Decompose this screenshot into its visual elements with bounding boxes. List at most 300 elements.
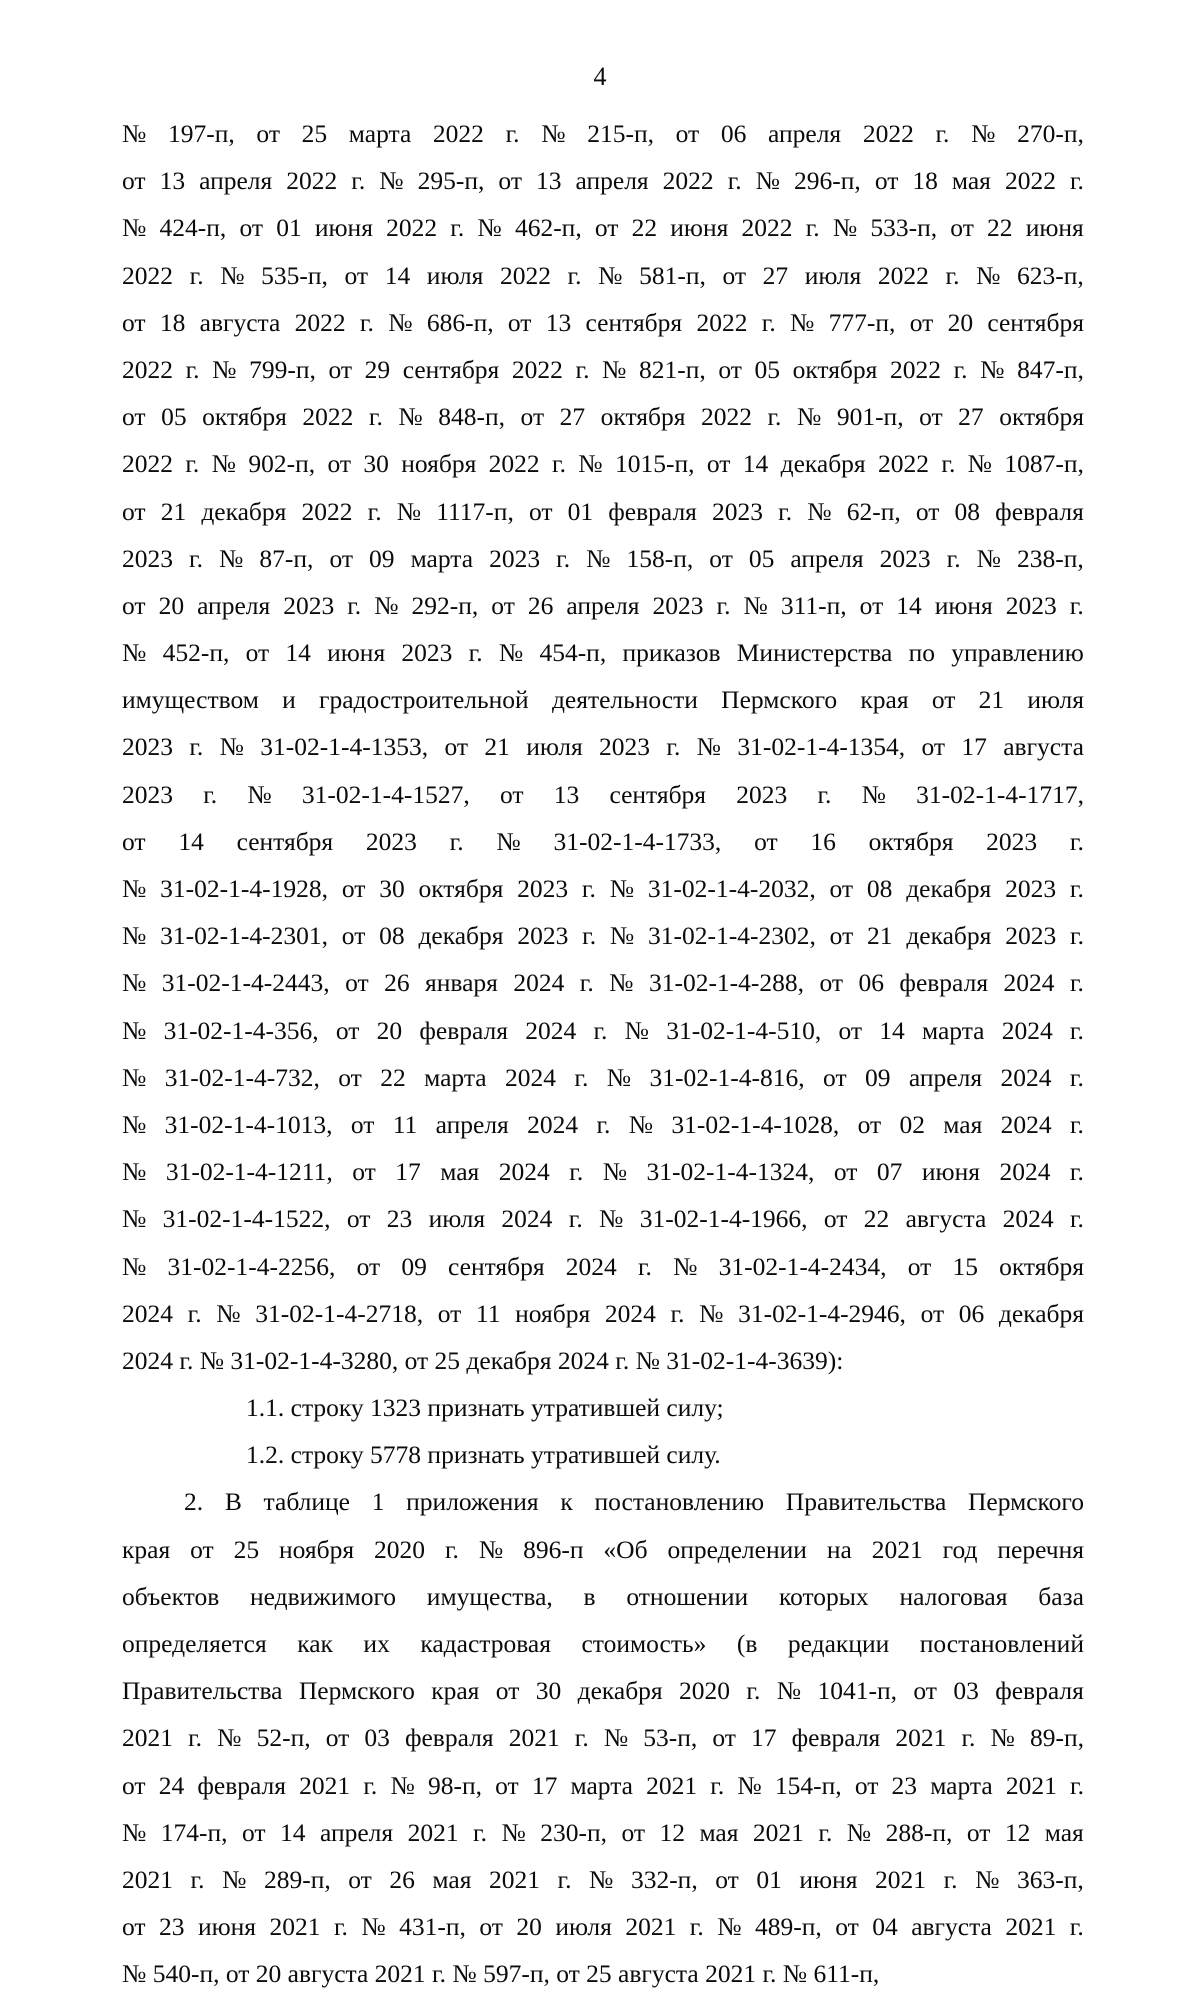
text-word: от [444, 732, 469, 762]
text-word: 2023 [712, 496, 764, 526]
text-word: г. [1069, 874, 1084, 903]
text-word: от [325, 1723, 350, 1753]
text-word: № [222, 1864, 247, 1894]
text-word: 31-02-1-4-2032, [647, 874, 816, 903]
text-word: 31-02-1-4-816, [649, 1062, 805, 1092]
text-word: 2021 [1005, 1912, 1057, 1942]
text-word: декабря [577, 1676, 663, 1706]
text-word: № [755, 166, 781, 196]
text-word: 2024 [498, 1157, 550, 1187]
text-word: 2022 [878, 449, 930, 479]
text-word: 777-п, [828, 307, 896, 337]
text-word: № [976, 260, 1001, 290]
text-word: 2023 [986, 826, 1038, 856]
text-word: от [341, 874, 366, 903]
text-word: 2024 [1002, 1204, 1054, 1234]
text-word: № [498, 638, 524, 668]
text-word: 2023 [879, 543, 931, 573]
text-word: от [122, 166, 146, 196]
text-word: апреля [319, 1817, 394, 1847]
text-word: от [712, 1723, 736, 1753]
text-word: 20 [376, 1015, 403, 1045]
text-line [122, 1714, 1084, 1761]
text-word: 2022 [889, 354, 941, 384]
text-word: г. [670, 1298, 685, 1328]
text-word: 2022 [122, 260, 173, 290]
text-word: приложения [406, 1487, 539, 1517]
text-word: от [329, 543, 354, 573]
text-word: от [931, 685, 956, 715]
text-word: 2022 [877, 260, 929, 290]
text-word: 14 [742, 449, 769, 479]
text-word: 363-п, [1016, 1864, 1084, 1894]
text-word: на [826, 1534, 852, 1564]
text-word: г. [1069, 1770, 1084, 1800]
text-word: г. [945, 260, 960, 290]
text-word: июня [921, 1157, 980, 1187]
text-word: 2022 [700, 402, 752, 432]
text-word: от [715, 1864, 739, 1894]
text-word: июня [327, 638, 386, 668]
text-word: г. [190, 1864, 205, 1894]
text-word: от [437, 1298, 462, 1328]
text-word: г. [185, 354, 200, 384]
text-word: № [247, 779, 272, 809]
text-line [122, 1526, 1084, 1573]
text-word: 2022 [662, 166, 714, 196]
text-word: № [602, 354, 627, 384]
text-word: 2021 [625, 1912, 677, 1942]
text-word: г. [569, 1157, 584, 1187]
text-word: края [860, 685, 909, 715]
document-body [122, 110, 1084, 1998]
text-word: № [832, 213, 858, 243]
text-word: от [495, 1676, 520, 1706]
text-word: 2024 [604, 1298, 656, 1328]
text-word: 31-02-1-4-1211, [165, 1157, 333, 1187]
text-word: 53-п, [643, 1723, 698, 1753]
text-word: г. [637, 1251, 652, 1281]
text-word: от [722, 260, 747, 290]
text-word: № [122, 921, 147, 951]
text-word: октября [868, 826, 954, 856]
text-word: марта [348, 119, 412, 148]
text-line [122, 582, 1084, 629]
text-word: ноября [401, 449, 477, 479]
text-word: 23 [159, 1912, 185, 1942]
text-word: № [219, 732, 244, 762]
text-word: 14 [285, 638, 311, 668]
text-word: февраля [995, 496, 1084, 526]
text-word: г. [189, 260, 204, 290]
text-word: г. [575, 354, 590, 384]
text-word: октября [418, 874, 504, 903]
text-word: от [907, 1251, 932, 1281]
text-word: г. [761, 307, 776, 337]
text-line [122, 110, 1084, 157]
text-word: г. [1069, 1015, 1084, 1045]
text-word: г. [941, 449, 956, 479]
text-word: 31-02-1-4-1717, [916, 779, 1084, 809]
text-word: 2023 [489, 543, 541, 573]
text-word: 452-п, [162, 638, 230, 668]
text-word: 16 [810, 826, 836, 856]
text-word: г. [1069, 921, 1084, 951]
text-word: от [245, 638, 270, 668]
text-word: 288-п, [885, 1817, 953, 1847]
text-word: г. [961, 1723, 976, 1753]
text-word: 89-п, [1029, 1723, 1084, 1753]
text-word: № [122, 213, 147, 243]
text-word: 21 [978, 685, 1005, 715]
text-word: № [122, 638, 147, 668]
text-word: № [776, 1676, 802, 1706]
text-word: 11 [475, 1298, 501, 1328]
text-word: июля [526, 732, 583, 762]
text-word: 31-02-1-4-288, [648, 968, 805, 998]
text-word: Правительства [785, 1487, 947, 1517]
text-word: 2023 [365, 826, 417, 856]
text-word: г. [468, 638, 483, 668]
text-word: 01 [756, 1864, 782, 1894]
text-word: от [352, 1157, 376, 1187]
text-line [122, 1762, 1084, 1809]
text-word: 2022 [301, 496, 353, 526]
text-word: декабря [906, 874, 992, 903]
text-word: 902-п, [248, 449, 316, 479]
text-word: 31-02-1-4-1966, [639, 1204, 808, 1234]
text-word: 296-п, [794, 166, 861, 196]
text-word: июня [1025, 213, 1084, 243]
text-word: 2022 [862, 119, 914, 148]
text-word: В [224, 1487, 242, 1517]
text-word: 454-п, [539, 638, 607, 668]
text-word: от [335, 1015, 360, 1045]
text-word: мая [1044, 1817, 1084, 1847]
text-word: год [942, 1534, 978, 1564]
text-line [122, 204, 1084, 251]
text-word: № [699, 1298, 724, 1328]
text-word: 17 [751, 1723, 777, 1753]
text-word: № [599, 1204, 624, 1234]
text-word: которых [778, 1581, 869, 1611]
text-word: 686-п, [426, 307, 494, 337]
text-word: 31-02-1-4-2434, [718, 1251, 887, 1281]
text-word: 08 [866, 874, 893, 903]
text-word: сентября [236, 826, 334, 856]
text-word: февраля [404, 1723, 494, 1753]
text-word: 31-02-1-4-1522, [162, 1204, 331, 1234]
text-word: июля [428, 1204, 486, 1234]
text-word: от [507, 307, 532, 337]
text-word: 01 [567, 496, 594, 526]
text-word: 26 [389, 1864, 415, 1894]
text-word: № [216, 1298, 241, 1328]
text-word: 31-02-1-4-1354, [737, 732, 906, 762]
text-word: июня [670, 213, 729, 243]
text-word: апреля [197, 590, 271, 620]
text-word: «Об [603, 1534, 648, 1564]
text-word: 02 [899, 1109, 925, 1139]
text-line [122, 959, 1084, 1006]
text-word: от [122, 826, 146, 856]
text-word: 2022 [741, 213, 793, 243]
text-word: 2021 [122, 1864, 173, 1894]
text-line [122, 299, 1084, 346]
text-word: 848-п, [438, 402, 506, 432]
text-word: 2024 [513, 968, 565, 998]
text-word: 799-п, [249, 354, 316, 384]
text-word: апреля [435, 1109, 509, 1139]
text-word: 2024 [1003, 968, 1055, 998]
text-word: 295-п, [417, 166, 485, 196]
text-word: 2023 [122, 543, 173, 573]
text-word: № [578, 449, 603, 479]
text-word: 2023 [599, 732, 651, 762]
text-word: 2023 [652, 590, 704, 620]
text-word: № [122, 1251, 147, 1281]
text-word: г. [187, 1298, 202, 1328]
text-word: № [861, 779, 886, 809]
text-word: 31-02-1-4-732, [164, 1062, 320, 1092]
text-word: г. [203, 779, 218, 809]
text-word: 270-п, [1017, 119, 1084, 148]
text-word: г. [333, 1912, 348, 1942]
text-word: сентября [987, 307, 1084, 337]
text-line [122, 912, 1084, 959]
text-line [122, 535, 1084, 582]
text-word: отношении [626, 1581, 749, 1611]
text-word: налоговая [899, 1581, 1008, 1611]
text-word: от [709, 543, 733, 573]
text-word: 31-02-1-4-1928, [160, 874, 328, 903]
text-word: имуществом [122, 685, 259, 715]
text-word: края [122, 1534, 171, 1564]
text-line [122, 1667, 1084, 1714]
text-word: г. [567, 260, 582, 290]
text-word: Пермского [298, 1676, 415, 1706]
text-word: от [854, 1770, 879, 1800]
text-line [122, 252, 1084, 299]
text-word: 06 [858, 968, 884, 998]
text-word: г. [557, 1864, 572, 1894]
text-word: от [122, 590, 146, 620]
text-word: 2024 [501, 1204, 553, 1234]
text-word: 2022 [286, 166, 338, 196]
text-word: 87-п, [259, 543, 314, 573]
text-word: 13 [553, 779, 580, 809]
text-word: от [491, 590, 515, 620]
text-word: 2022 [1004, 166, 1056, 196]
text-word: от [819, 968, 844, 998]
text-word: 901-п, [836, 402, 904, 432]
text-word: объектов [122, 1581, 220, 1611]
text-word: № [388, 307, 413, 337]
text-word: от [242, 1817, 266, 1847]
text-word: редакции [787, 1629, 890, 1658]
text-word: 2023 [1005, 590, 1057, 620]
text-word: 21 [867, 921, 893, 951]
text-word: от [857, 1109, 882, 1139]
text-word: в [583, 1581, 596, 1611]
text-word: 1 [371, 1487, 385, 1517]
text-word: г. [593, 1015, 608, 1045]
text-word: марта [570, 1770, 633, 1800]
text-word: февраля [995, 1676, 1084, 1706]
text-word: Пермского [967, 1487, 1084, 1517]
text-word: 06 [958, 1298, 985, 1328]
text-word: 2021 [299, 1770, 351, 1800]
text-word: мая [943, 1109, 983, 1139]
text-word: 462-п, [514, 213, 582, 243]
text-word: 31-02-1-4-2301, [160, 921, 328, 951]
text-word: августа [905, 1204, 987, 1234]
text-word: 2021 [895, 1723, 947, 1753]
text-line [122, 865, 1084, 912]
text-word: марта [424, 1062, 487, 1092]
text-word: от [913, 1676, 937, 1706]
text-word: № [379, 166, 404, 196]
text-word: 18 [912, 166, 938, 196]
text-word: февраля [791, 1723, 881, 1753]
text-word: г. [363, 1770, 378, 1800]
text-line [122, 1573, 1084, 1620]
text-line [122, 440, 1084, 487]
text-word: 1041-п, [817, 1676, 897, 1706]
text-word: № [743, 590, 768, 620]
text-word: 2021 [122, 1723, 173, 1753]
text-word: 21 [484, 732, 510, 762]
text-word: 533-п, [870, 213, 938, 243]
text-word: 07 [876, 1157, 903, 1187]
text-word: от [675, 119, 700, 148]
text-word: 1015-п, [614, 449, 695, 479]
text-word: № [478, 1534, 504, 1564]
text-word: сентября [585, 307, 683, 337]
text-word: № [717, 1912, 742, 1942]
text-word: января [425, 968, 498, 998]
text-word: определяется [122, 1629, 267, 1658]
text-word: 197-п, [168, 119, 235, 148]
text-word: № [122, 1015, 147, 1045]
text-word: г. [1069, 1912, 1084, 1942]
text-word: г. [935, 119, 950, 148]
text-word: августа [911, 1912, 992, 1942]
text-word: 230-п, [540, 1817, 608, 1847]
text-word: 22 [380, 1062, 406, 1092]
text-word: 2024 [1000, 1109, 1052, 1139]
text-word: 2023 [517, 921, 569, 951]
text-word: № [477, 213, 502, 243]
text-word: г. [367, 496, 382, 526]
text-word: 2024 [565, 1251, 617, 1281]
text-word: 2022 [294, 307, 346, 337]
text-word: № [602, 1157, 628, 1187]
text-word: июля [426, 260, 484, 290]
text-word: приказов [622, 638, 721, 668]
text-word: 332-п, [630, 1864, 698, 1894]
text-line [122, 1620, 1084, 1667]
text-word: от [190, 1534, 214, 1564]
text-line [122, 676, 1084, 723]
text-word: г. [746, 1676, 761, 1706]
text-word: г. [189, 543, 203, 573]
text-word: 2021 [875, 1864, 927, 1894]
text-word: № [737, 1770, 762, 1800]
text-word: 08 [954, 496, 981, 526]
text-word: г. [946, 543, 961, 573]
text-word: № [390, 1770, 415, 1800]
text-word: г. [551, 449, 566, 479]
text-word: апреля [908, 1062, 983, 1092]
text-word: г. [574, 1062, 589, 1092]
text-word: от [495, 1770, 519, 1800]
text-word: 03 [953, 1676, 979, 1706]
text-word: 14 [896, 590, 922, 620]
text-word: сентября [402, 354, 500, 384]
text-word: № [122, 119, 147, 148]
text-word: г. [505, 119, 520, 148]
text-word: от [356, 1251, 381, 1281]
text-word: февраля [608, 496, 697, 526]
text-word: от [950, 213, 974, 243]
text-word: от [718, 354, 742, 384]
text-line [122, 1337, 1084, 1384]
paragraph [122, 1384, 1084, 1431]
text-word: г. [943, 1864, 958, 1894]
text-word: от [835, 1912, 859, 1942]
text-word: перечня [997, 1534, 1084, 1564]
text-word: № [589, 1864, 614, 1894]
text-word: от [829, 921, 854, 951]
text-word: № [122, 1157, 147, 1187]
text-word: 1117-п, [436, 496, 514, 526]
text-word: 27 [762, 260, 789, 290]
text-word: г. [805, 213, 820, 243]
text-word: от [344, 260, 369, 290]
text-word: 31-02-1-4-2443, [161, 968, 330, 998]
text-word: от [479, 1912, 503, 1942]
text-word: апреля [790, 543, 864, 573]
text-word: 13 [159, 166, 186, 196]
text-word: 2021 [752, 1817, 804, 1847]
text-word: 20 [516, 1912, 542, 1942]
text-word: г. [1069, 1157, 1084, 1187]
text-word: 09 [401, 1251, 427, 1281]
text-word: № [609, 968, 634, 998]
text-word: 2022 [432, 119, 484, 148]
page-number: 4 [593, 62, 607, 91]
text-line [122, 1809, 1084, 1856]
text-word: октября [600, 402, 686, 432]
text-word: 17 [961, 732, 987, 762]
text-word: постановлению [594, 1487, 765, 1517]
text-word: от [499, 779, 524, 809]
text-word: 31-02-1-4-1324, [646, 1157, 815, 1187]
text-word: № [673, 1251, 698, 1281]
text-word: г. [579, 968, 594, 998]
text-word: от [915, 496, 940, 526]
text-word: 26 [527, 590, 554, 620]
text-word: 31-02-1-4-510, [666, 1015, 822, 1045]
text-word: 30 [363, 449, 389, 479]
text-word: 2020 [374, 1534, 426, 1564]
text-word: июня [934, 590, 993, 620]
text-word: 11 [392, 1109, 418, 1139]
text-word: № [586, 543, 611, 573]
text-word: 31-02-1-4-356, [163, 1015, 319, 1045]
text-word: от [122, 1912, 146, 1942]
